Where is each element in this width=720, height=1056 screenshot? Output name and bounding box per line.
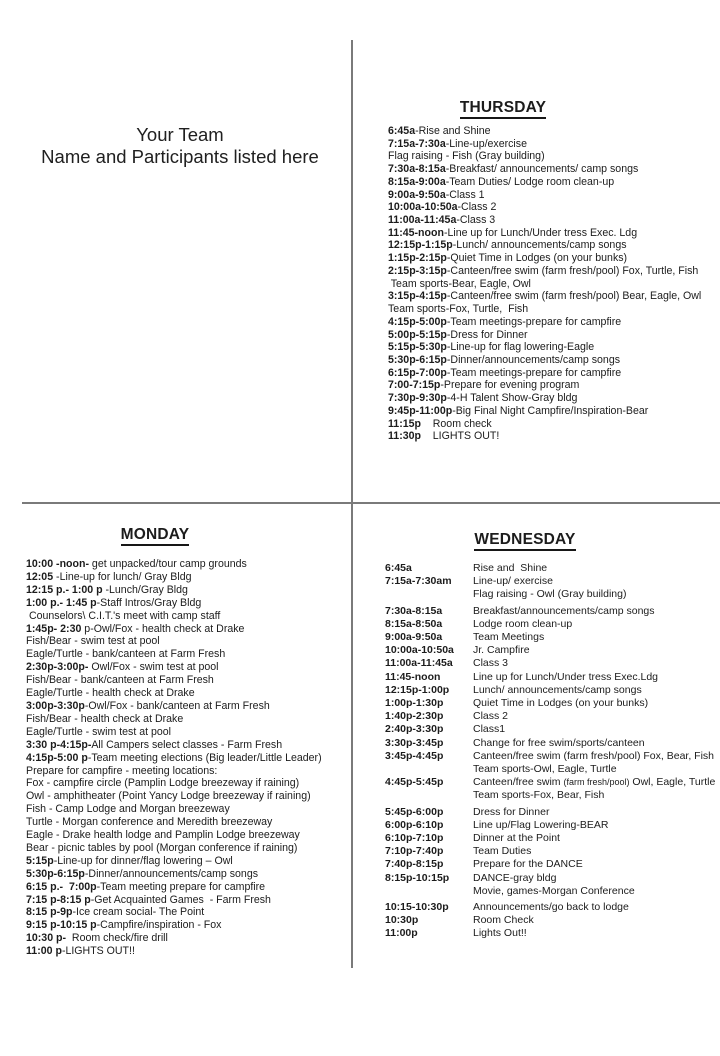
schedule-line [388, 341, 720, 354]
activity-text: -Lunch/ announcements/camp songs [452, 239, 627, 252]
schedule-line [388, 239, 720, 252]
schedule-row [385, 671, 720, 684]
activity-text: Eagle - Drake health lodge and Pamplin Lodge breezeway [26, 829, 300, 842]
activity-text: Fish/Bear - bank/canteen at Farm Fresh [26, 674, 214, 687]
schedule-line [388, 354, 720, 367]
activity-text: Dinner at the Point [473, 832, 560, 845]
time-range: 11:15p [388, 417, 421, 430]
activity-text: Team sports-Bear, Eagle, Owl [388, 277, 531, 290]
activity-text: -Class 1 [445, 188, 485, 201]
activity-text: -Staff Intros/Gray Bldg [96, 596, 202, 609]
activity-text: -Campfire/inspiration - Fox [96, 919, 222, 932]
schedule-line [388, 430, 720, 443]
activity-text: Eagle/Turtle - health check at Drake [26, 687, 195, 700]
schedule-row [385, 789, 720, 802]
time-range: 5:00p-5:15p [388, 328, 447, 341]
schedule-row [385, 858, 720, 871]
time-range [385, 588, 473, 601]
time-range: 7:30a-8:15a [388, 163, 446, 176]
schedule-row [385, 684, 720, 697]
schedule-row [385, 710, 720, 723]
schedule-line [26, 790, 358, 803]
activity-text: -Ice cream social- The Point [72, 906, 205, 919]
time-range: 11:30p [388, 430, 421, 443]
time-range: 8:15 p-9p [26, 906, 73, 919]
time-range: 3:00p-3:30p [26, 699, 85, 712]
schedule-row [385, 618, 720, 631]
activity-text: -4-H Talent Show-Gray bldg [446, 392, 578, 405]
time-range: 6:15 p.- 7:00p [26, 880, 97, 893]
activity-text: Room check [420, 417, 492, 430]
schedule-line [26, 571, 358, 584]
activity-text: -Line-up for flag lowering-Eagle [446, 341, 595, 354]
activity-text: Team Meetings [473, 631, 545, 644]
time-range: 12:15 p.- 1:00 p [26, 583, 103, 596]
schedule-line [388, 316, 720, 329]
activity-text-segment: Owl, Eagle, Turtle [629, 776, 716, 789]
time-range: 11:00p [385, 927, 418, 940]
schedule-row [385, 927, 720, 940]
monday-title-wrap [26, 526, 284, 546]
schedule-row [385, 832, 720, 845]
time-range: 10:30p [385, 914, 419, 927]
activity-text: -LIGHTS OUT!! [61, 945, 135, 958]
time-range: 7:15a-7:30am [385, 575, 452, 588]
time-range: 6:15p-7:00p [388, 366, 447, 379]
schedule-line [26, 752, 358, 765]
activity-text: -Team Duties/ Lodge room clean-up [445, 175, 615, 188]
activity-text-segment: Canteen/free swim [473, 776, 564, 789]
schedule-line [26, 816, 358, 829]
time-range: 11:00 p [26, 945, 62, 958]
schedule-row [385, 885, 720, 898]
time-range: 8:15a-8:50a [385, 617, 443, 630]
activity-text [473, 776, 720, 789]
schedule-line [26, 803, 358, 816]
schedule-row [385, 588, 720, 601]
schedule-row [385, 697, 720, 710]
activity-text: Turtle - Morgan conference and Meredith breezeway [26, 816, 273, 829]
time-range: 3:15p-4:15p [388, 290, 447, 303]
time-range: 9:15 p-10:15 p [26, 919, 97, 932]
schedule-line [26, 945, 358, 958]
activity-text: Quiet Time in Lodges (on your bunks) [473, 697, 649, 710]
schedule-line [388, 418, 720, 431]
schedule-line [26, 855, 358, 868]
schedule-line [388, 201, 720, 214]
schedule-line [26, 868, 358, 881]
activity-text: Line-up/ exercise [473, 575, 553, 588]
activity-text: Eagle/Turtle - swim test at pool [26, 725, 172, 738]
schedule-line [26, 906, 358, 919]
team-header-line2: Name and Participants listed here [41, 146, 319, 167]
activity-text: Class1 [473, 723, 506, 736]
schedule-row [385, 750, 720, 763]
activity-text: DANCE-gray bldg [473, 871, 557, 884]
schedule-row [385, 605, 720, 618]
horizontal-divider-line [22, 502, 720, 504]
activity-text: -Lunch/Gray Bldg [102, 583, 188, 596]
activity-text: -Prepare for evening program [440, 379, 580, 392]
time-range: 7:40p-8:15p [385, 858, 444, 871]
activity-text: -Line-up/exercise [445, 137, 527, 150]
time-range: 7:10p-7:40p [385, 845, 444, 858]
activity-text: -Class 3 [456, 214, 496, 227]
activity-text: -Canteen/free swim (farm fresh/pool) Bear, Eagle, Owl [446, 290, 702, 303]
activity-text: Owl/Fox - swim test at pool [88, 661, 219, 674]
schedule-line [388, 150, 720, 163]
activity-text: Prepare for the DANCE [473, 858, 583, 871]
time-range: 4:15p-5:00 p [26, 751, 88, 764]
activity-text: -Line-up for lunch/ Gray Bldg [53, 570, 192, 583]
activity-text: -Get Acquainted Games - Farm Fresh [90, 893, 271, 906]
activity-text: Lunch/ announcements/camp songs [473, 683, 642, 696]
activity-text: Team sports-Fox, Turtle, Fish [388, 303, 529, 316]
activity-text: -Owl/Fox - bank/canteen at Farm Fresh [84, 699, 270, 712]
time-range: 1:00 p.- 1:45 p [26, 596, 97, 609]
schedule-row [385, 776, 720, 789]
monday-title: MONDAY [121, 526, 190, 546]
time-range: 1:45p- 2:30 [26, 622, 82, 635]
activity-text: Fish/Bear - swim test at pool [26, 635, 160, 648]
schedule-line [26, 842, 358, 855]
schedule-line [26, 829, 358, 842]
activity-text: Announcements/go back to lodge [473, 901, 629, 914]
schedule-line [26, 610, 358, 623]
schedule-line [26, 894, 358, 907]
schedule-row [385, 819, 720, 832]
schedule-line [388, 214, 720, 227]
schedule-line [26, 558, 358, 571]
activity-text: -Team meetings-prepare for campfire [446, 315, 622, 328]
schedule-row [385, 657, 720, 670]
team-header-line1: Your Team [136, 124, 224, 145]
activity-text: -Rise and Shine [415, 125, 491, 137]
schedule-row [385, 845, 720, 858]
schedule-line [26, 661, 358, 674]
time-range: 2:40p-3:30p [385, 723, 444, 736]
activity-text: Room Check [473, 914, 534, 927]
time-range: 12:15p-1:00p [385, 683, 450, 696]
activity-text: -Team meeting elections (Big leader/Little Leader) [87, 751, 322, 764]
schedule-row [385, 723, 720, 736]
time-range: 5:45p-6:00p [385, 805, 444, 818]
time-range: 10:15-10:30p [385, 901, 449, 914]
schedule-line [26, 777, 358, 790]
schedule-line [26, 635, 358, 648]
activity-text: Team sports-Fox, Bear, Fish [473, 789, 605, 802]
time-range: 7:30a-8:15a [385, 604, 443, 617]
time-range: 11:45-noon [385, 670, 441, 683]
activity-text: Class 2 [473, 710, 509, 723]
wednesday-rows [385, 562, 720, 941]
activity-text: Movie, games-Morgan Conference [473, 884, 635, 897]
activity-text: -Team meetings-prepare for campfire [446, 366, 622, 379]
schedule-line [388, 189, 720, 202]
activity-text: Class 3 [473, 657, 509, 670]
activity-text: -Big Final Night Campfire/Inspiration-Bear [452, 404, 649, 417]
time-range: 6:45a [385, 562, 412, 574]
time-range: 2:30p-3:00p- [26, 661, 89, 674]
activity-text-small: (farm fresh/pool) [563, 777, 630, 788]
activity-text: -Dress for Dinner [446, 328, 528, 341]
monday-schedule [26, 526, 358, 958]
thursday-title-wrap [388, 99, 618, 119]
time-range: 7:00-7:15p [388, 379, 441, 392]
schedule-row [385, 737, 720, 750]
activity-text: Counselors\ C.I.T.'s meet with camp staff [26, 609, 221, 622]
time-range: 11:00a-11:45a [385, 657, 453, 670]
time-range: 5:30p-6:15p [26, 867, 85, 880]
schedule-line [26, 919, 358, 932]
activity-text: -Canteen/free swim (farm fresh/pool) Fox, Turtle, Fish [446, 264, 699, 277]
schedule-line [388, 125, 720, 138]
schedule-row [385, 914, 720, 927]
time-range: 6:00p-6:10p [385, 818, 444, 831]
time-range: 2:15p-3:15p [388, 264, 447, 277]
activity-text: Flag raising - Fish (Gray building) [388, 150, 545, 163]
activity-text: Owl - amphitheater (Point Yancy Lodge breezeway if raining) [26, 790, 311, 803]
schedule-line [388, 379, 720, 392]
time-range: 7:15 p-8:15 p [26, 893, 91, 906]
schedule-line [26, 739, 358, 752]
schedule-line [388, 303, 720, 316]
activity-text: Jr. Campfire [473, 644, 530, 657]
activity-text: Rise and Shine [473, 562, 548, 574]
schedule-line [388, 176, 720, 189]
schedule-line [388, 163, 720, 176]
activity-text: Flag raising - Owl (Gray building) [473, 588, 627, 601]
activity-text: Team Duties [473, 845, 532, 858]
time-range: 12:05 [26, 570, 54, 583]
time-range: 6:45a [388, 125, 416, 137]
time-range: 1:00p-1:30p [385, 697, 444, 710]
activity-text: Dress for Dinner [473, 805, 550, 818]
schedule-line [26, 726, 358, 739]
schedule-row [385, 901, 720, 914]
time-range: 8:15a-9:00a [388, 175, 446, 188]
schedule-line [26, 765, 358, 778]
time-range: 7:15a-7:30a [388, 137, 446, 150]
schedule-row [385, 562, 720, 575]
schedule-line [388, 138, 720, 151]
schedule-row [385, 872, 720, 885]
schedule-line [388, 367, 720, 380]
time-range: 3:45p-4:45p [385, 749, 444, 762]
schedule-line [26, 700, 358, 713]
activity-text: Bear - picnic tables by pool (Morgan conference if raining) [26, 841, 298, 854]
schedule-line [26, 597, 358, 610]
time-range: 6:10p-7:10p [385, 832, 444, 845]
schedule-line [26, 648, 358, 661]
time-range: 8:15p-10:15p [385, 871, 450, 884]
schedule-row [385, 631, 720, 644]
activity-text: LIGHTS OUT! [420, 430, 500, 443]
activity-text: Fish - Camp Lodge and Morgan breezeway [26, 803, 230, 816]
activity-text: Fish/Bear - health check at Drake [26, 712, 184, 725]
time-range [385, 885, 473, 898]
schedule-row [385, 806, 720, 819]
time-range: 1:15p-2:15p [388, 252, 447, 265]
time-range: 11:45-noon [388, 226, 444, 239]
monday-lines [26, 558, 358, 958]
time-range: 4:15p-5:00p [388, 315, 447, 328]
activity-text: Prepare for campfire - meeting locations: [26, 764, 218, 777]
activity-text: Lights Out!! [473, 927, 527, 940]
time-range: 3:30 p-4:15p- [26, 738, 92, 751]
schedule-line [388, 329, 720, 342]
time-range: 9:00a-9:50a [385, 631, 443, 644]
activity-text: Line up for Lunch/Under tress Exec.Ldg [473, 670, 659, 683]
activity-text: -Dinner/announcements/camp songs [84, 867, 259, 880]
time-range: 12:15p-1:15p [388, 239, 453, 252]
time-range: 9:00a-9:50a [388, 188, 446, 201]
time-range [385, 789, 473, 802]
schedule-row [385, 644, 720, 657]
time-range: 3:30p-3:45p [385, 736, 444, 749]
time-range: 11:00a-11:45a [388, 214, 457, 227]
schedule-row [385, 575, 720, 588]
schedule-line [26, 932, 358, 945]
schedule-line [388, 405, 720, 418]
team-header [20, 124, 340, 168]
time-range: 10:00a-10:50a [388, 201, 458, 214]
schedule-line [26, 584, 358, 597]
schedule-line [388, 392, 720, 405]
activity-text: -Class 2 [457, 201, 497, 214]
time-range: 5:15p [26, 854, 54, 867]
thursday-schedule [388, 99, 720, 443]
activity-text: -Team meeting prepare for campfire [96, 880, 266, 893]
schedule-line [26, 674, 358, 687]
schedule-line [26, 687, 358, 700]
activity-text: Change for free swim/sports/canteen [473, 736, 645, 749]
schedule-line [26, 623, 358, 636]
thursday-title: THURSDAY [460, 99, 546, 119]
activity-text: Eagle/Turtle - bank/canteen at Farm Fresh [26, 648, 226, 661]
activity-text: get unpacked/tour camp grounds [88, 558, 247, 570]
activity-text: Fox - campfire circle (Pamplin Lodge breezeway if raining) [26, 777, 300, 790]
wednesday-title-wrap [385, 531, 665, 551]
wednesday-title: WEDNESDAY [474, 531, 575, 551]
time-range [385, 763, 473, 776]
time-range: 10:00a-10:50a [385, 644, 454, 657]
schedule-line [388, 252, 720, 265]
schedule-line [388, 278, 720, 291]
activity-text: -Dinner/announcements/camp songs [446, 353, 621, 366]
activity-text: Canteen/free swim (farm fresh/pool) Fox, Bear, Fish [473, 749, 715, 762]
time-range: 4:45p-5:45p [385, 776, 444, 789]
schedule-line [388, 290, 720, 303]
time-range: 5:15p-5:30p [388, 341, 447, 354]
activity-text: -Line up for Lunch/Under tress Exec. Ldg [443, 226, 638, 239]
activity-text: Lodge room clean-up [473, 617, 573, 630]
activity-text: Team sports-Owl, Eagle, Turtle [473, 763, 617, 776]
thursday-lines [388, 125, 720, 443]
time-range: 9:45p-11:00p [388, 404, 453, 417]
activity-text: Room check/fire drill [66, 932, 168, 945]
activity-text: p-Owl/Fox - health check at Drake [81, 622, 245, 635]
schedule-line [26, 713, 358, 726]
wednesday-schedule [385, 531, 720, 941]
schedule-row [385, 763, 720, 776]
time-range: 10:30 p- [26, 932, 67, 945]
activity-text: -Quiet Time in Lodges (on your bunks) [446, 252, 628, 265]
time-range: 1:40p-2:30p [385, 710, 444, 723]
schedule-line [388, 227, 720, 240]
activity-text: Line up/Flag Lowering-BEAR [473, 818, 609, 831]
activity-text: -Line-up for dinner/flag lowering – Owl [53, 854, 233, 867]
schedule-line [388, 265, 720, 278]
time-range: 10:00 -noon- [26, 558, 89, 570]
time-range: 7:30p-9:30p [388, 392, 447, 405]
time-range: 5:30p-6:15p [388, 353, 447, 366]
activity-text: -Breakfast/ announcements/ camp songs [445, 163, 639, 176]
activity-text: Breakfast/announcements/camp songs [473, 604, 655, 617]
activity-text: All Campers select classes - Farm Fresh [91, 738, 283, 751]
schedule-line [26, 881, 358, 894]
